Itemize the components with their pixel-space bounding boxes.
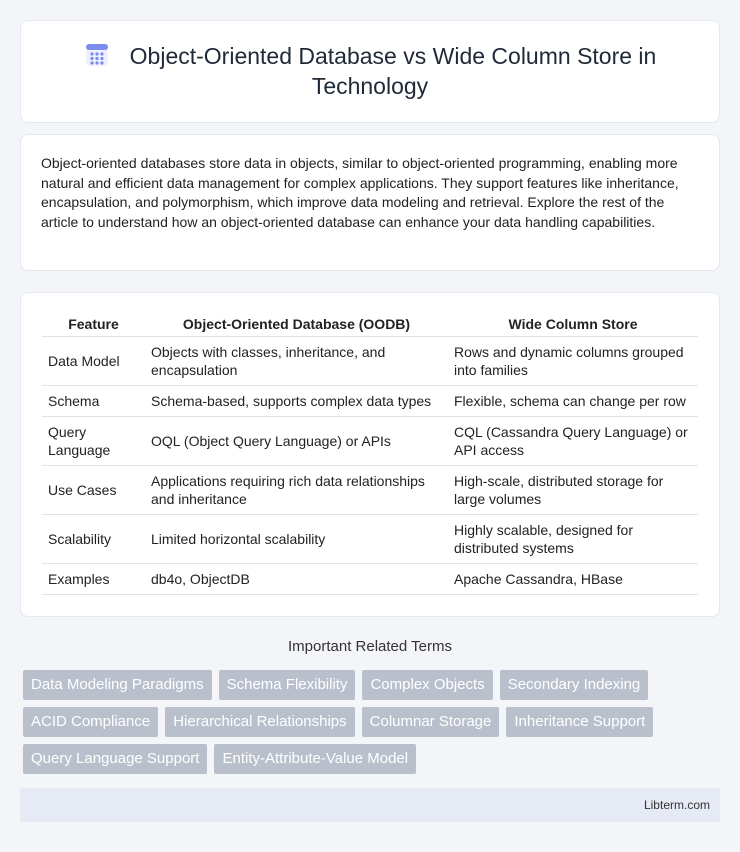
- related-term-tag[interactable]: Complex Objects: [362, 670, 492, 700]
- related-term-tag[interactable]: Secondary Indexing: [500, 670, 649, 700]
- intro-card: [20, 134, 720, 271]
- intro-paragraph: Object-oriented databases store data in objects, similar to object-oriented programming, enabling more natural and efficient data management for complex applications. They support features like inheritance, encapsulation, and polymorphism, which improve data modeling and retrieval. Explore the rest of the article to understand how an object-oriented database can enhance your data handling capabilities.: [41, 155, 679, 230]
- table-row: [42, 386, 698, 417]
- related-term-tag[interactable]: Query Language Support: [23, 744, 207, 774]
- feature-cell: Examples: [42, 564, 145, 595]
- table-row: [42, 564, 698, 595]
- related-term-tag[interactable]: Hierarchical Relationships: [165, 707, 354, 737]
- related-term-tag[interactable]: Schema Flexibility: [219, 670, 356, 700]
- related-term-tag[interactable]: Columnar Storage: [362, 707, 500, 737]
- database-icon: [84, 42, 110, 68]
- wide-column-cell: Rows and dynamic columns grouped into families: [448, 337, 698, 386]
- wide-column-cell: High-scale, distributed storage for large volumes: [448, 466, 698, 515]
- related-term-tag[interactable]: ACID Compliance: [23, 707, 158, 737]
- feature-cell: Use Cases: [42, 466, 145, 515]
- related-terms-list: [23, 670, 703, 774]
- table-row: [42, 515, 698, 564]
- oodb-cell: Objects with classes, inheritance, and encapsulation: [145, 337, 448, 386]
- table-row: [42, 466, 698, 515]
- footer-site-link[interactable]: Libterm.com: [643, 798, 710, 812]
- wide-column-cell: Flexible, schema can change per row: [448, 386, 698, 417]
- related-term-tag[interactable]: Entity-Attribute-Value Model: [214, 744, 416, 774]
- feature-cell: Scalability: [42, 515, 145, 564]
- wide-column-cell: Apache Cassandra, HBase: [448, 564, 698, 595]
- feature-cell: Query Language: [42, 417, 145, 466]
- table-row: [42, 417, 698, 466]
- oodb-cell: Schema-based, supports complex data types: [145, 386, 448, 417]
- oodb-cell: db4o, ObjectDB: [145, 564, 448, 595]
- footer: [20, 788, 720, 822]
- related-term-tag[interactable]: Inheritance Support: [506, 707, 653, 737]
- feature-cell: Data Model: [42, 337, 145, 386]
- title-card: [20, 20, 720, 123]
- page-title-text: Object-Oriented Database vs Wide Column Store in Technology: [129, 43, 657, 99]
- page-title: [84, 43, 657, 99]
- header-oodb: Object-Oriented Database (OODB): [145, 315, 448, 337]
- table-header-row: [42, 315, 698, 337]
- wide-column-cell: CQL (Cassandra Query Language) or API access: [448, 417, 698, 466]
- comparison-card: [20, 292, 720, 617]
- related-term-tag[interactable]: Data Modeling Paradigms: [23, 670, 212, 700]
- oodb-cell: OQL (Object Query Language) or APIs: [145, 417, 448, 466]
- comparison-table: [42, 315, 698, 595]
- feature-cell: Schema: [42, 386, 145, 417]
- page-header: [21, 41, 719, 101]
- related-terms-heading: Important Related Terms: [288, 638, 452, 655]
- oodb-cell: Applications requiring rich data relationships and inheritance: [145, 466, 448, 515]
- table-row: [42, 337, 698, 386]
- oodb-cell: Limited horizontal scalability: [145, 515, 448, 564]
- wide-column-cell: Highly scalable, designed for distributed systems: [448, 515, 698, 564]
- header-wide-column: Wide Column Store: [448, 315, 698, 337]
- header-feature: Feature: [42, 315, 145, 337]
